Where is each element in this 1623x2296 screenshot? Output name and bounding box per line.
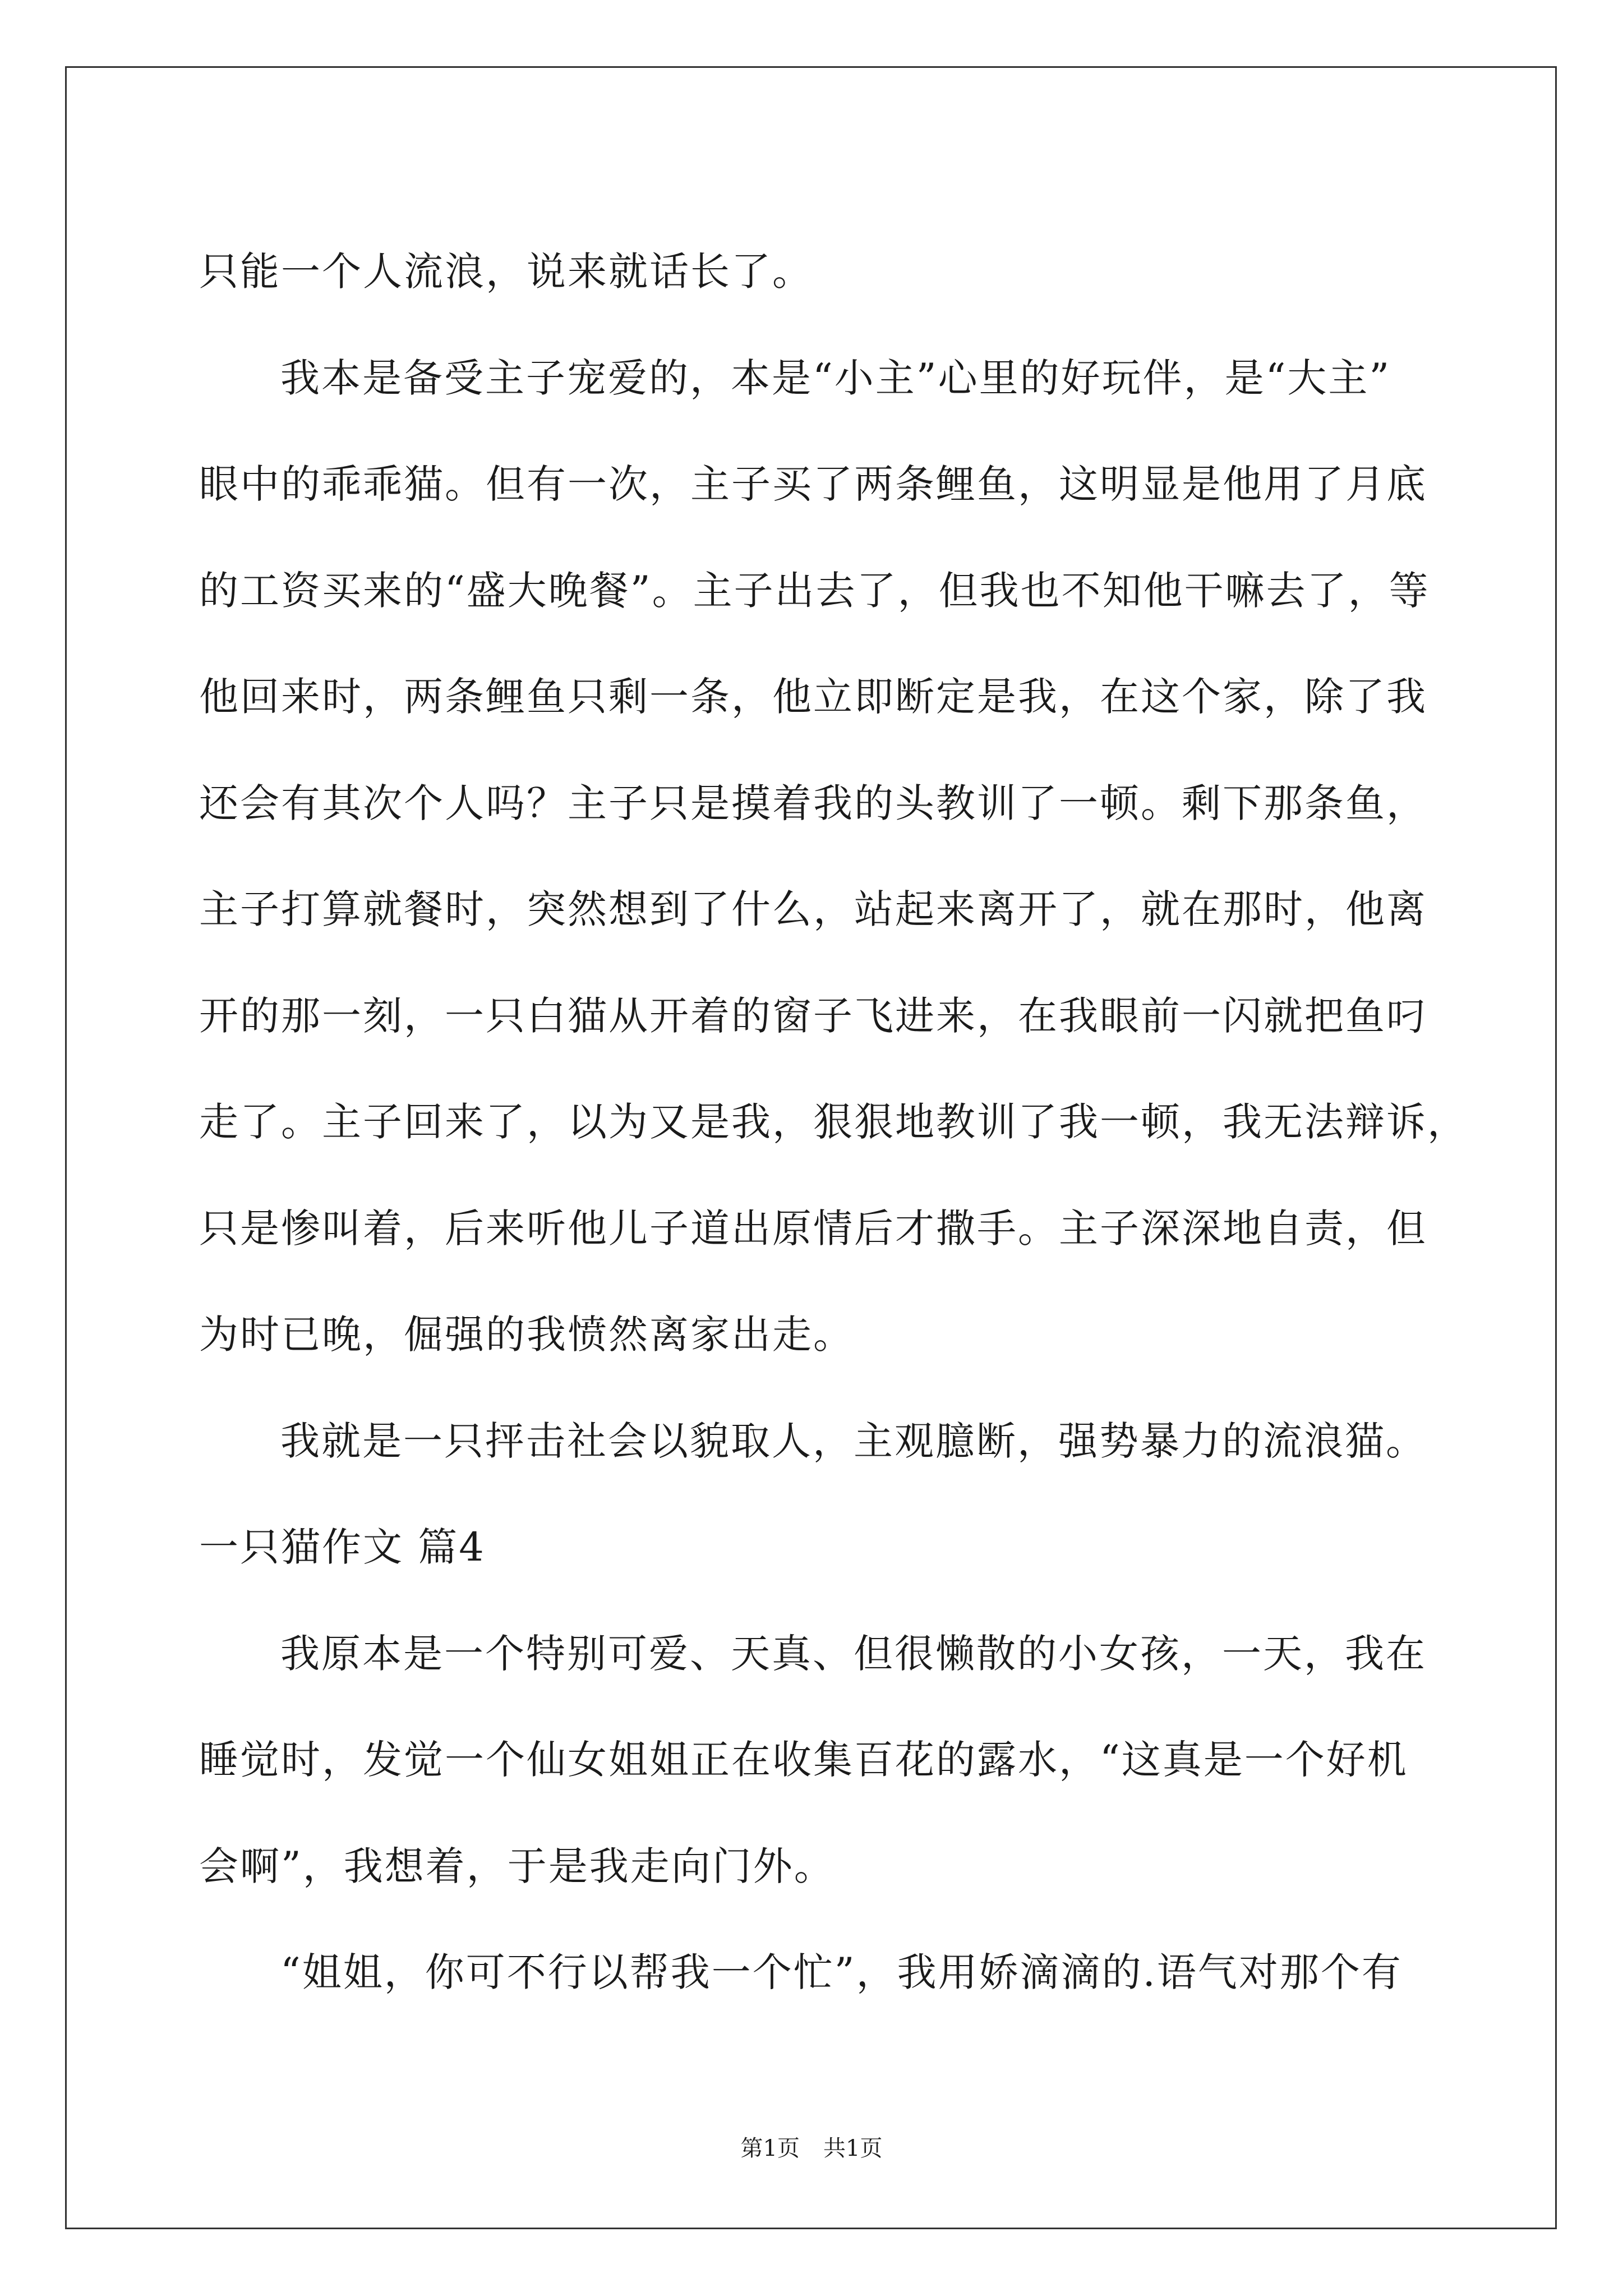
- page-footer: [0, 2134, 1623, 2162]
- text-line: 他回来时，两条鲤鱼只剩一条，他立即断定是我，在这个家，除了我: [199, 674, 1427, 720]
- page-total: 共1页: [823, 2136, 883, 2161]
- text-line: 我就是一只抨击社会以貌取人，主观臆断，强势暴力的流浪猫。: [280, 1418, 1427, 1464]
- document-body: [199, 219, 1468, 2026]
- text-line: 一只猫作文 篇4: [199, 1524, 486, 1570]
- text-line: 睡觉时，发觉一个仙女姐姐正在收集百花的露水，“这真是一个好机: [199, 1737, 1408, 1783]
- text-line: 我本是备受主子宠爱的，本是“小主”心里的好玩伴，是“大主”: [280, 355, 1391, 401]
- page-number: 第1页: [740, 2136, 800, 2161]
- text-line: 会啊”，我想着，于是我走向门外。: [199, 1843, 835, 1889]
- text-line: 走了。主子回来了，以为又是我，狠狠地教训了我一顿，我无法辩诉，: [199, 1099, 1468, 1145]
- text-line: 为时已晚，倔强的我愤然离家出走。: [199, 1312, 854, 1358]
- text-line: 眼中的乖乖猫。但有一次，主子买了两条鲤鱼，这明显是他用了月底: [199, 461, 1427, 507]
- text-line: 的工资买来的“盛大晚餐”。主子出去了，但我也不知他干嘛去了，等: [199, 567, 1430, 614]
- text-line: 只是惨叫着，后来听他儿子道出原情后才撒手。主子深深地自责，但: [199, 1205, 1427, 1251]
- text-line: 主子打算就餐时，突然想到了什么，站起来离开了，就在那时，他离: [199, 886, 1427, 932]
- text-line: 只能一个人流浪，说来就话长了。: [199, 249, 813, 295]
- text-line: 还会有其次个人吗？主子只是摸着我的头教训了一顿。剩下那条鱼，: [199, 780, 1427, 826]
- text-line: “姐姐，你可不行以帮我一个忙”，我用娇滴滴的.语气对那个有: [280, 1949, 1403, 1995]
- text-line: 开的那一刻，一只白猫从开着的窗子飞进来，在我眼前一闪就把鱼叼: [199, 992, 1427, 1039]
- text-line: 我原本是一个特别可爱、天真、但很懒散的小女孩，一天，我在: [280, 1630, 1427, 1677]
